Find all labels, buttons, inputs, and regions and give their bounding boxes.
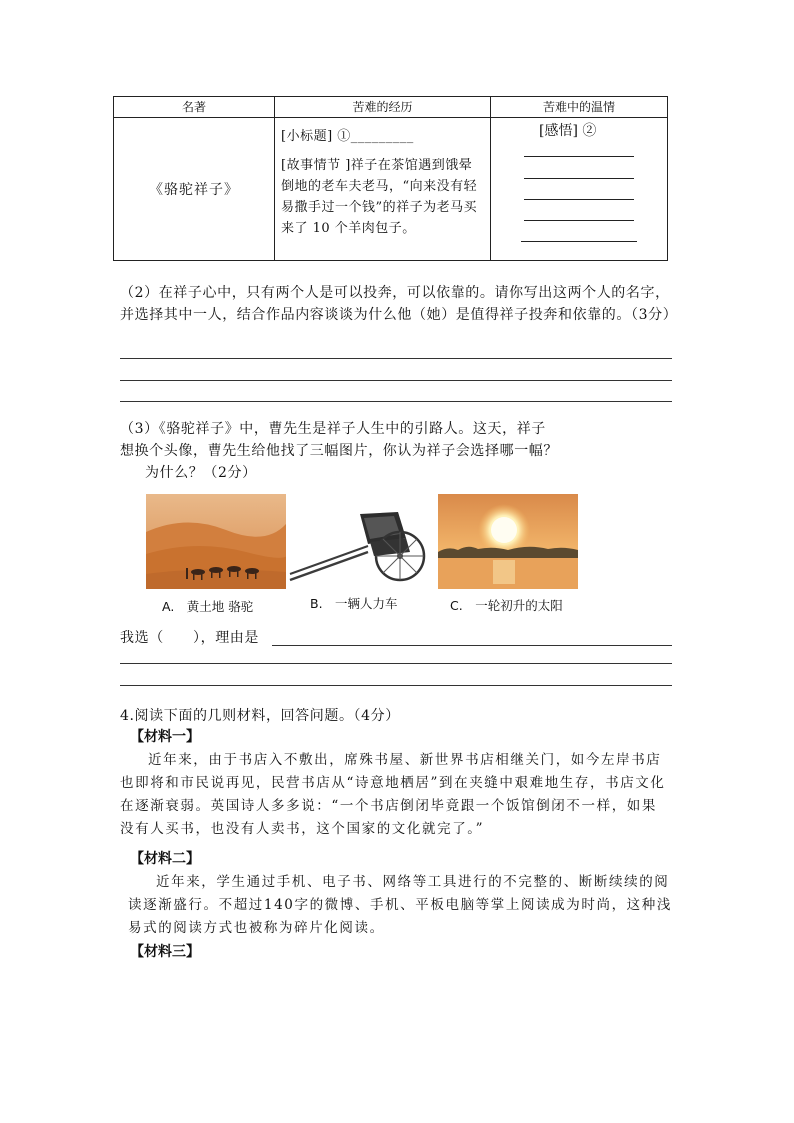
header-book: 名著 <box>114 97 275 118</box>
question-3-line-2: 想换个头像，曹先生给他找了三幅图片，你认为祥子会选择哪一幅？ <box>120 443 558 459</box>
answer-line[interactable] <box>521 241 637 242</box>
answer-line[interactable] <box>120 380 672 381</box>
story-text: [故事情节 ]祥子在茶馆遇到饿晕倒地的老车夫老马，“向来没有轻易撒手过一个钱”的祥子为老马买来了 10 个羊肉包子。 <box>281 158 478 236</box>
sunrise-image[interactable] <box>438 494 578 589</box>
insight-label: [感悟] ② <box>539 123 597 139</box>
material-2-text: 近年来，学生通过手机、电子书、网络等工具进行的不完整的、断断续续的阅读逐渐盛行。不超过140字的微博、手机、平板电脑等掌上阅读成为时尚，这种浅易式的阅读方式也被称为碎片化阅读。 <box>128 874 672 936</box>
header-warmth: 苦难中的温情 <box>491 97 668 118</box>
question-4-title: 4.阅读下面的几则材料，回答问题。（4分） <box>120 708 400 724</box>
answer-line[interactable] <box>524 199 634 200</box>
subtitle-blank[interactable]: [小标题] ①_________ <box>281 129 414 144</box>
question-3-line-3: 为什么？（2分） <box>145 465 257 481</box>
header-hardship: 苦难的经历 <box>275 97 491 118</box>
answer-line[interactable] <box>120 685 672 686</box>
material-2-label: 【材料二】 <box>130 851 200 867</box>
answer-line[interactable] <box>524 156 634 157</box>
material-1-label: 【材料一】 <box>130 729 200 745</box>
answer-line[interactable] <box>120 358 672 359</box>
caption-c: C. 一轮初升的太阳 <box>450 598 563 613</box>
book-title: 《骆驼祥子》 <box>114 118 275 261</box>
answer-line[interactable] <box>120 663 672 664</box>
reason-line[interactable] <box>272 645 672 646</box>
desert-camels-image[interactable] <box>146 494 286 589</box>
answer-line[interactable] <box>120 401 672 402</box>
material-1-text: 近年来，由于书店入不敷出，席殊书屋、新世界书店相继关门，如今左岸书店也即将和市民说再见，民营书店从“诗意地栖居”到在夹缝中艰难地生存，书店文化在逐渐衰弱。英国诗人多多说：“一个书店倒闭毕竟跟一个饭馆倒闭不一样，如果没有人买书，也没有人卖书，这个国家的文化就完了。” <box>120 752 666 837</box>
rickshaw-image[interactable] <box>288 494 434 589</box>
warmth-cell <box>491 118 668 261</box>
hardship-cell <box>275 118 491 261</box>
caption-a: A. 黄土地 骆驼 <box>162 599 254 614</box>
question-2: （2）在祥子心中，只有两个人是可以投奔，可以依靠的。请你写出这两个人的名字，并选择其中一人，结合作品内容谈谈为什么他（她）是值得祥子投奔和依靠的。（3分） <box>120 285 678 323</box>
question-3-line-1: （3）《骆驼祥子》中，曹先生是祥子人生中的引路人。这天，祥子 <box>120 421 546 437</box>
material-3-label: 【材料三】 <box>130 944 200 960</box>
novel-table <box>113 96 668 261</box>
answer-line[interactable] <box>524 220 634 221</box>
answer-prompt: 我选（ ），理由是 <box>120 630 259 646</box>
answer-line[interactable] <box>524 178 634 179</box>
caption-b: B. 一辆人力车 <box>310 596 398 611</box>
